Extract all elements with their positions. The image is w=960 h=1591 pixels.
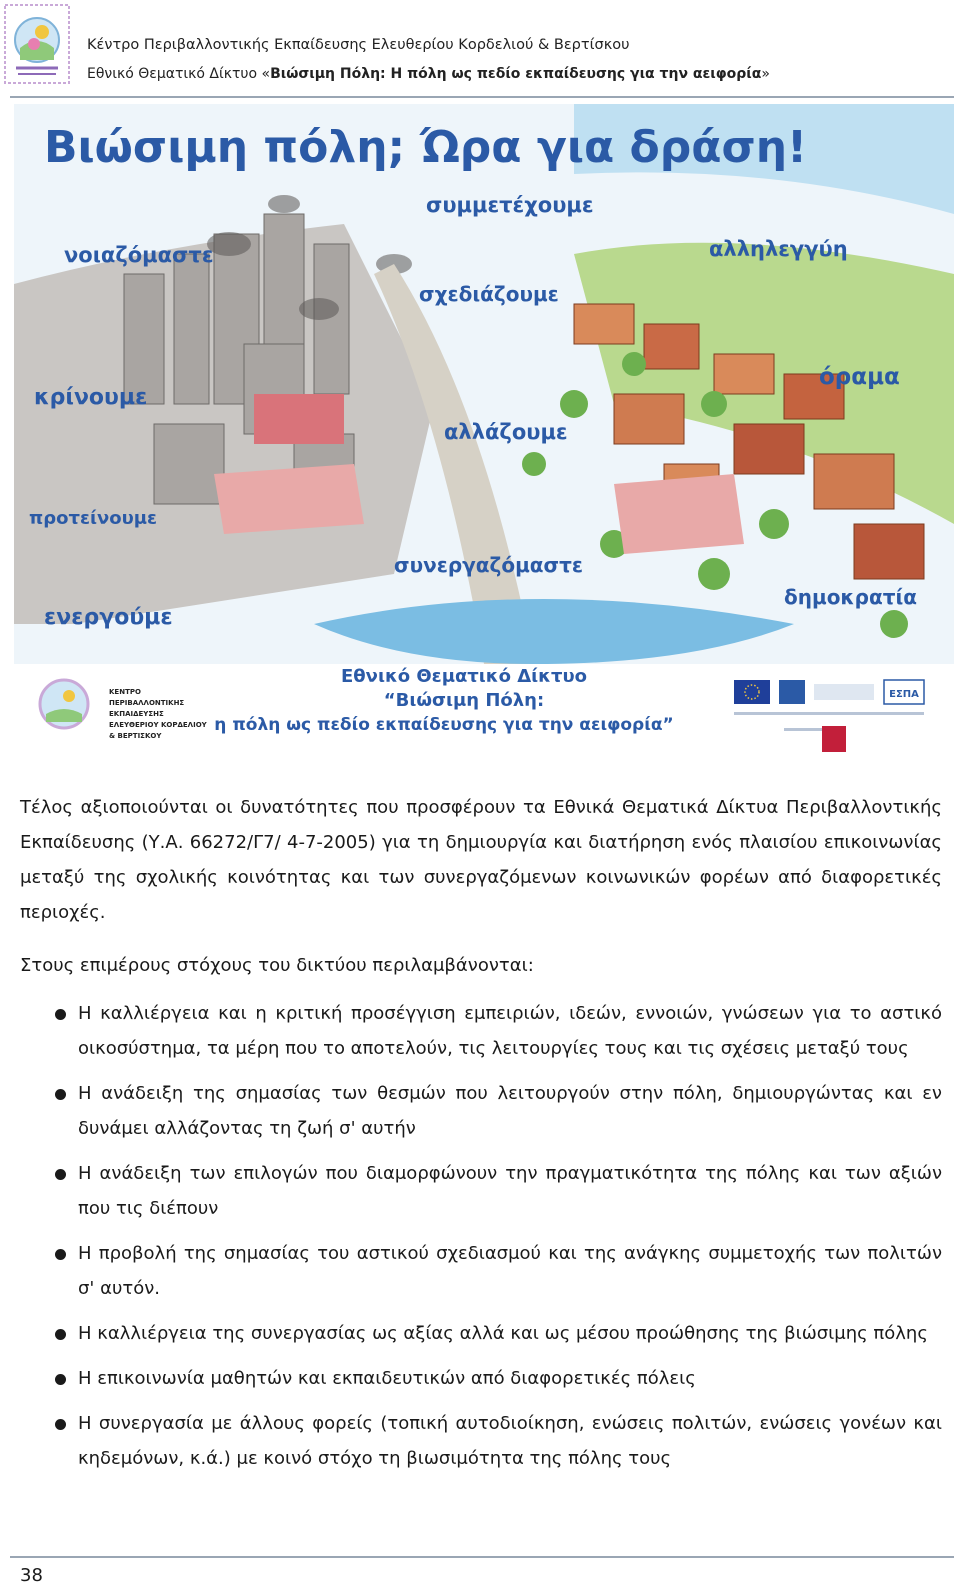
intro-paragraph: Τέλος αξιοποιούνται οι δυνατότητες που προσφέρουν τα Εθνικά Θεματικά Δίκτυα Περιβαλλοντικής Εκπαίδευσης (Υ.Α. 66272/Γ7/ 4-7-2005) για τη δημιουργία και διατήρηση ενός πλαισίου επικοινωνίας μεταξύ της σχολικής κοινότητας και των συνεργαζόμενων κοινωνικών φορέων από διαφορετικές περιοχές.: [20, 797, 942, 923]
header-network-name: Εθνικό Θεματικό Δίκτυο «Βιώσιμη Πόλη: Η πόλη ως πεδίο εκπαίδευσης για την αειφορία»: [87, 66, 770, 82]
bullet-dot-icon: [55, 1329, 66, 1340]
poster-word-8: προτείνουμε: [29, 508, 158, 529]
list-item: Η ανάδειξη των επιλογών που διαμορφώνουν την πραγματικότητα της πόλης και των αξιών που τις διέπουν: [20, 1156, 942, 1226]
page-number: 38: [20, 1565, 43, 1586]
espa-label: ΕΣΠΑ: [889, 689, 919, 700]
poster-word-3: αλληλεγγύη: [709, 237, 848, 261]
poster-plaza-right: [614, 474, 744, 554]
poster-title: Βιώσιμη πόλη; Ώρα για δράση!: [44, 122, 808, 173]
center-logo-icon: [4, 4, 70, 84]
poster-network-line-1: Εθνικό Θεματικό Δίκτυο: [341, 666, 587, 687]
poster-word-11: ενεργούμε: [44, 605, 173, 630]
poster-word-9: συνεργαζόμαστε: [394, 553, 584, 577]
poster-center-label-3: ΕΚΠΑΙΔΕΥΣΗΣ: [109, 710, 164, 718]
footer-divider: [10, 1556, 954, 1558]
sustainable-city-poster: [14, 104, 954, 772]
bullet-dot-icon: [55, 1089, 66, 1100]
list-item: Η ανάδειξη της σημασίας των θεσμών που λειτουργούν στην πόλη, δημιουργώντας και εν δυνάμει αλλάζοντας τη ζωή σ' αυτήν: [20, 1076, 942, 1146]
greek-flag-icon: [779, 680, 805, 704]
poster-word-5: όραμα: [819, 364, 900, 390]
list-item: Η προβολή της σημασίας του αστικού σχεδιασμού και της ανάγκης συμμετοχής των πολιτών σ' αυτόν.: [20, 1236, 942, 1306]
poster-red-building: [254, 394, 344, 444]
poster-plaza-left: [214, 464, 364, 534]
poster-center-logo-icon: [40, 680, 88, 728]
list-item: Η επικοινωνία μαθητών και εκπαιδευτικών από διαφορετικές πόλεις: [20, 1361, 942, 1396]
list-item: Η συνεργασία με άλλους φορείς (τοπική αυτοδιοίκηση, ενώσεις πολιτών, ενώσεις γονέων και κηδεμόνων, κ.ά.) με κοινό στόχο τη βιωσιμότητα της πόλης τους: [20, 1406, 942, 1476]
poster-word-7: αλλάζουμε: [444, 420, 568, 444]
bullet-dot-icon: [55, 1169, 66, 1180]
bullet-dot-icon: [55, 1419, 66, 1430]
ministry-logo-icon: [814, 684, 874, 700]
list-item: Η καλλιέργεια και η κριτική προσέγγιση εμπειριών, ιδεών, εννοιών, γνώσεων για το αστικό οικοσύστημα, τα μέρη που το αποτελούν, τις λειτουργίες τους και τις σχέσεις μεταξύ τους: [20, 996, 942, 1066]
eu-flag-icon: [734, 680, 770, 704]
goals-intro: Στους επιμέρους στόχους του δικτύου περιλαμβάνονται:: [20, 955, 534, 976]
bullet-dot-icon: [55, 1374, 66, 1385]
poster-word-1: συμμετέχουμε: [426, 193, 594, 217]
university-logo-icon: [822, 726, 846, 752]
poster-network-line-2: “Βιώσιμη Πόλη:: [383, 690, 545, 711]
poster-word-4: σχεδιάζουμε: [419, 282, 559, 306]
poster-word-2: νοιαζόμαστε: [64, 243, 214, 267]
poster-word-10: δημοκρατία: [784, 585, 917, 609]
page-header: [0, 0, 960, 100]
poster-center-label-5: & ΒΕΡΤΙΣΚΟΥ: [109, 732, 162, 740]
list-item: Η καλλιέργεια της συνεργασίας ως αξίας αλλά και ως μέσου προώθησης της βιώσιμης πόλης: [20, 1316, 942, 1351]
bullet-dot-icon: [55, 1009, 66, 1020]
header-center-name: Κέντρο Περιβαλλοντικής Εκπαίδευσης Ελευθερίου Κορδελιού & Βερτίσκου: [87, 37, 630, 53]
bullet-dot-icon: [55, 1249, 66, 1260]
poster-center-label-2: ΠΕΡΙΒΑΛΛΟΝΤΙΚΗΣ: [109, 699, 185, 707]
goals-list: [20, 996, 942, 1486]
poster-word-6: κρίνουμε: [34, 385, 148, 410]
poster-network-line-3: η πόλη ως πεδίο εκπαίδευσης για την αειφορία”: [214, 715, 674, 735]
header-divider: [10, 96, 954, 98]
poster-center-label-1: ΚΕΝΤΡΟ: [109, 688, 141, 696]
poster-center-label-4: ΕΛΕΥΘΕΡΙΟΥ ΚΟΡΔΕΛΙΟΥ: [109, 721, 207, 729]
